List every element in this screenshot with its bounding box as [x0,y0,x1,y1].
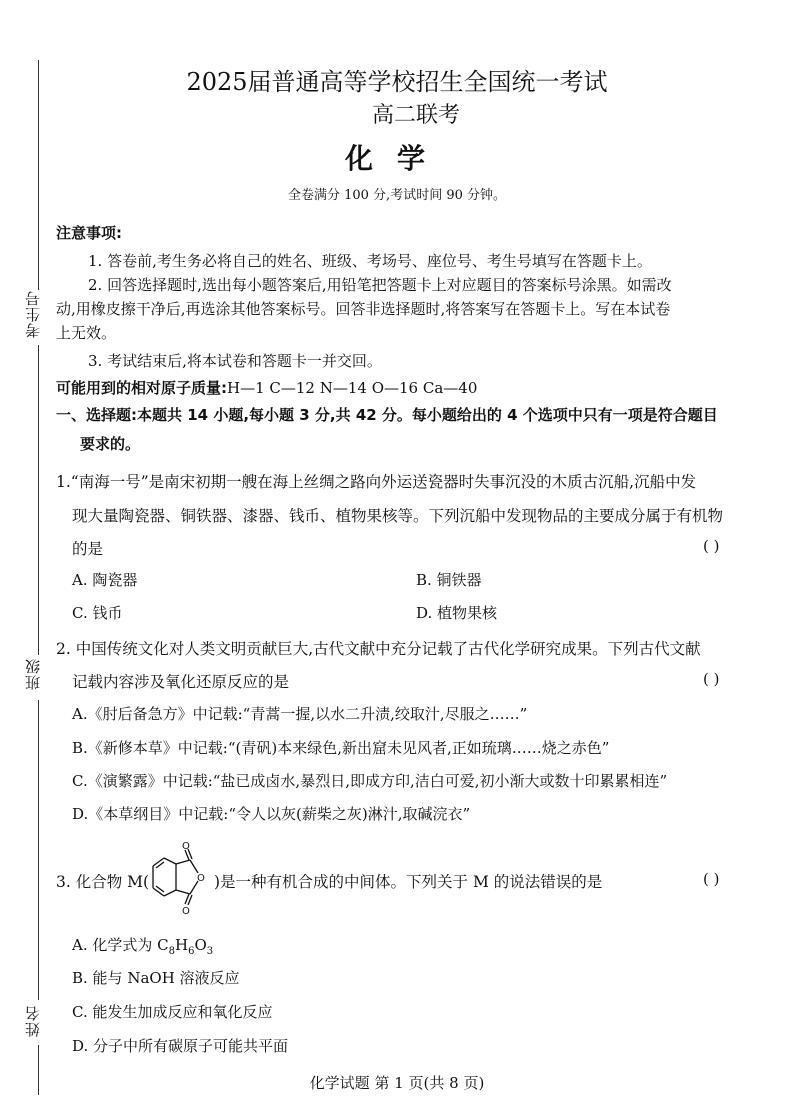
q3-option-b: B. 能与 NaOH 溶液反应 [72,969,240,987]
page-footer: 化学试题 第 1 页(共 8 页) [309,1074,485,1092]
q1-option-b: B. 铜铁器 [416,571,482,589]
subject-title: 化学 [344,142,449,175]
q3-answer-paren: ( ) [703,870,720,888]
atomic-mass-values: H—1 C—12 N—14 O—16 Ca—40 [227,379,478,397]
q2-option-c: C.《演繁露》中记载:“盐已成卤水,暴烈日,即成方印,洁白可爱,初小渐大或数十印累累相连” [72,772,668,790]
q2-option-a: A.《肘后备急方》中记载:“青蒿一握,以水二升渍,绞取汁,尽服之……” [72,705,528,723]
svg-text:O: O [182,906,190,916]
q3-option-c: C. 能发生加成反应和氧化反应 [72,1003,273,1021]
notice-item-2-line-1: 2. 回答选择题时,选出每小题答案后,用铅笔把答题卡上对应题目的答案标号涂黑。如需改 [88,276,672,294]
q3-option-a-text: A. 化学式为 C [72,936,169,954]
svg-text:O: O [182,842,190,852]
q2-option-d: D.《本草纲目》中记载:“令人以灰(薪柴之灰)淋汁,取碱浣衣” [72,805,471,823]
q3-option-d: D. 分子中所有碳原子可能共平面 [72,1037,289,1055]
q1-answer-paren: ( ) [703,537,720,555]
q3-option-a [72,934,213,957]
side-label-exam-number: 考生号 [24,290,42,338]
q3-option-a-h: H [175,936,189,954]
q3-option-a-sub-o: 3 [206,946,214,957]
exam-subtitle: 高二联考 [372,103,461,128]
side-label-name: 姓名 [24,1005,42,1037]
score-info: 全卷满分 100 分,考试时间 90 分钟。 [287,188,507,203]
q3-option-a-sub-c: 8 [168,946,175,957]
notice-item-1: 1. 答卷前,考生务必将自己的姓名、班级、考场号、座位号、考生号填写在答题卡上。 [88,252,652,270]
section-1-heading-line-2: 要求的。 [80,435,141,453]
side-label-class: 班级 [24,658,42,690]
q3-prefix: 3. 化合物 M( [56,873,150,891]
q3-option-a-sub-h: 6 [188,946,195,957]
q2-line-2: 记载内容涉及氧化还原反应的是 [72,673,290,691]
atomic-mass-label: 可能用到的相对原子质量: [56,379,227,397]
notice-item-3: 3. 考试结束后,将本试卷和答题卡一并交回。 [88,352,382,370]
q1-line-2: 现大量陶瓷器、铜铁器、漆器、钱币、植物果核等。下列沉船中发现物品的主要成分属于有机物 [72,507,724,525]
q2-option-b: B.《新修本草》中记载:“(青矾)本来绿色,新出窟未见风者,正如琉璃……烧之赤色” [72,739,610,757]
notice-item-2-line-2: 动,用橡皮擦干净后,再选涂其他答案标号。回答非选择题时,将答案写在答题卡上。写在本试卷 [56,300,671,318]
q3-option-a-o: O [194,936,207,954]
atomic-mass [56,377,477,398]
section-1-heading-line-1: 一、选择题:本题共 14 小题,每小题 3 分,共 42 分。每小题给出的 4 个选项中只有一项是符合题目 [56,406,718,424]
binding-line-mid1 [38,345,39,655]
q1-line-1: 1.“南海一号”是南宋初期一艘在海上丝绸之路向外运送瓷器时失事沉没的木质古沉船,沉船中发 [56,473,697,491]
q1-line-3: 的是 [72,540,104,558]
q1-option-c: C. 钱币 [72,604,123,622]
q2-line-1: 2. 中国传统文化对人类文明贡献巨大,古代文献中充分记载了古代化学研究成果。下列古代文献 [56,640,701,658]
q3-suffix: )是一种有机合成的中间体。下列关于 M 的说法错误的是 [214,873,603,891]
compound-m-structure-icon [150,842,214,916]
binding-line-mid2 [38,700,39,1000]
q1-option-d: D. 植物果核 [416,604,498,622]
notice-heading: 注意事项: [56,224,122,242]
exam-title: 2025届普通高等学校招生全国统一考试 [186,68,608,96]
notice-item-2-line-3: 上无效。 [56,324,117,342]
svg-text:O: O [197,873,205,884]
q1-option-a: A. 陶瓷器 [72,571,138,589]
q2-answer-paren: ( ) [703,670,720,688]
